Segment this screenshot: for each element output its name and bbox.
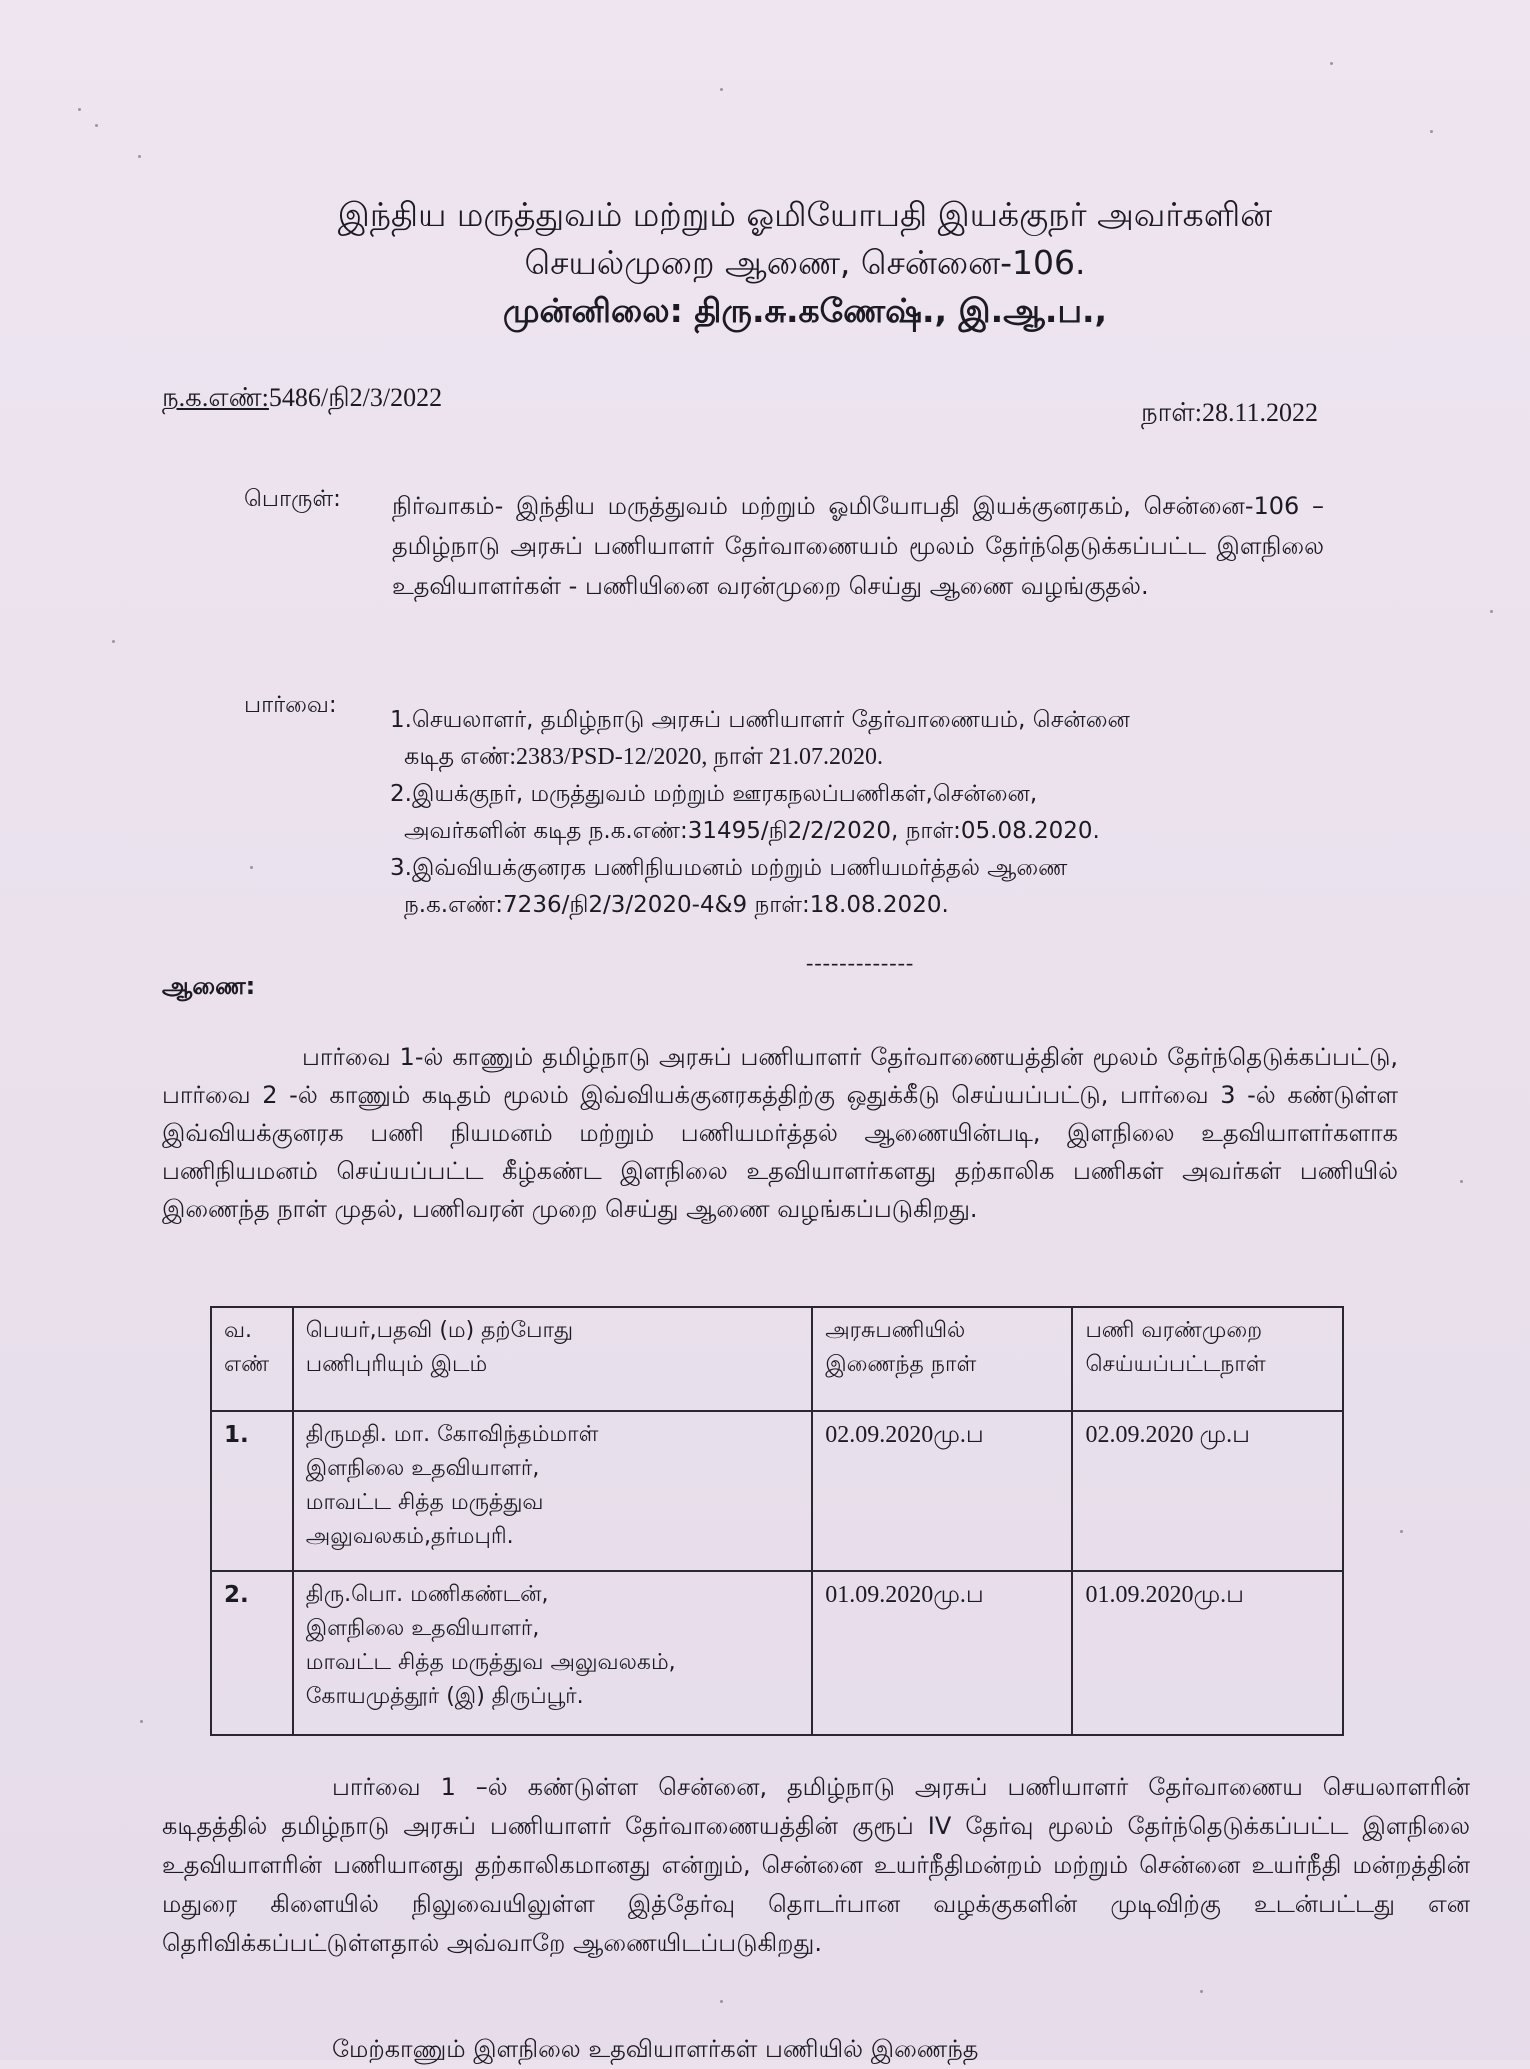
header-serial-line2: எண் [224,1352,270,1377]
reference-label: ந.க.எண்: [162,383,269,412]
order-paragraph-1: பார்வை 1-ல் காணும் தமிழ்நாடு அரசுப் பணியாளர் தேர்வாணையத்தின் மூலம் தேர்ந்தெடுக்கப்பட்டு, பார்வை 2 -ல் காணும் கடிதம் மூலம் இவ்வியக்குனரகத்திற்கு ஒதுக்கீடு செய்யப்பட்டு, பார்வை 3 -ல் கண்டுள்ள இவ்வியக்குனரக பணி நியமனம் மற்றும் பணியமர்த்தல் ஆணையின்படி, இளநிலை உதவியாளர்களாக பணிநியமனம் செய்யப்பட்ட கீழ்கண்ட இளநிலை உதவியாளர்களது தற்காலிக பணிகள் அவர்கள் பணியில் இணைந்த நாள் முதல், பணிவரன் முறை செய்து ஆணை வழங்கப்படுகிறது. [162,1043,1398,1223]
scan-speck [140,1720,143,1723]
row-employee-details [293,1411,812,1571]
subject-text: நிர்வாகம்- இந்திய மருத்துவம் மற்றும் ஓமியோபதி இயக்குனரகம், சென்னை-106 – தமிழ்நாடு அரசுப் பணியாளர் தேர்வாணையம் மூலம் தேர்ந்தெடுக்கப்பட்ட இளநிலை உதவியாளர்கள் - பணியினை வரன்முறை செய்து ஆணை வழங்குதல். [392,492,1324,600]
employee-office: மாவட்ட சித்த மருத்துவ அலுவலகம், [305,1650,676,1675]
scan-speck [720,2000,723,2003]
employee-designation: இளநிலை உதவியாளர், [305,1616,540,1641]
reference-3-line2: ந.க.எண்:7236/நி2/3/2020-4&9 நாள்:18.08.2020. [404,892,949,918]
reference-2-line1: 2.இயக்குநர், மருத்துவம் மற்றும் ஊரகநலப்பணிகள்,சென்னை, [390,781,1038,807]
scan-speck [1430,130,1433,133]
separator-line: ------------- [806,950,915,975]
reference-1-line2: கடித எண்:2383/PSD-12/2020, நாள் 21.07.2020. [404,744,883,770]
scan-speck [1490,610,1493,613]
subject-label: பொருள்: [244,486,341,512]
reference-1-line1: 1.செயலாளர், தமிழ்நாடு அரசுப் பணியாளர் தேர்வாணையம், சென்னை [390,707,1130,733]
header-regularized-line1: பணி வரண்முறை [1085,1318,1263,1343]
scan-speck [1200,1990,1203,1993]
order-paragraph-2: பார்வை 1 –ல் கண்டுள்ள சென்னை, தமிழ்நாடு அரசுப் பணியாளர் தேர்வாணைய செயலாளரின் கடிதத்தில் தமிழ்நாடு அரசுப் பணியாளர் தேர்வாணையத்தின் குரூப் IV தேர்வு மூலம் தேர்ந்தெடுக்கப்பட்ட இளநிலை உதவியாளரின் பணியானது தற்காலிகமானது என்றும், சென்னை உயர்நீதிமன்றம் மற்றும் சென்னை உயர்நீதி மன்றத்தின் மதுரை கிளையில் நிலுவையிலுள்ள இத்தேர்வு தொடர்பான வழக்குகளின் முடிவிற்கு உடன்பட்டது என தெரிவிக்கப்பட்டுள்ளதால் அவ்வாறே ஆணையிடப்படுகிறது. [162,1773,1470,1957]
references-label: பார்வை: [244,692,337,718]
employee-designation: இளநிலை உதவியாளர், [305,1456,540,1481]
header-joined-line2: இணைந்த நாள் [825,1352,977,1377]
employee-office: மாவட்ட சித்த மருத்துவ [305,1490,544,1515]
header-serial [211,1307,293,1411]
row-serial: 2. [211,1571,293,1735]
row-joined-date: 02.09.2020மு.ப [812,1411,1072,1571]
header-joined [812,1307,1072,1411]
header-serial-line1: வ. [224,1318,253,1343]
table-row [211,1411,1343,1571]
header-name [293,1307,812,1411]
row-employee-details [293,1571,812,1735]
employee-office-location: கோயமுத்தூர் (இ) திருப்பூர். [305,1684,584,1709]
row-regularized-date: 01.09.2020மு.ப [1072,1571,1343,1735]
employee-name: திரு.பொ. மணிகண்டன், [305,1582,549,1607]
references-list [390,702,1330,924]
reference-3-line1: 3.இவ்வியக்குனரக பணிநியமனம் மற்றும் பணியமர்த்தல் ஆணை [390,855,1068,881]
scan-speck [720,88,723,91]
scan-speck [250,866,253,869]
scan-speck [138,155,141,158]
header-name-line1: பெயர்,பதவி (ம) தற்போது [305,1318,574,1343]
header-regularized-line2: செய்யப்பட்டநாள் [1085,1352,1266,1377]
scan-speck [112,640,115,643]
order-label: ஆணை: [162,972,256,1000]
header-presiding-officer: முன்னிலை: திரு.சு.கணேஷ்., இ.ஆ.ப., [502,291,1108,330]
table-header-row [211,1307,1343,1411]
employee-office-location: அலுவலகம்,தர்மபுரி. [305,1524,514,1549]
header-regularized [1072,1307,1343,1411]
scan-speck [1400,1530,1403,1533]
order-date: நாள்:28.11.2022 [1141,398,1318,427]
order-paragraph-3: மேற்காணும் இளநிலை உதவியாளர்கள் பணியில் இணைந்த [332,2035,979,2063]
row-joined-date: 01.09.2020மு.ப [812,1571,1072,1735]
scan-speck [78,108,81,111]
row-serial: 1. [211,1411,293,1571]
header-title-line2: செயல்முறை ஆணை, சென்னை-106. [524,243,1086,282]
employee-table [210,1306,1344,1736]
reference-number [162,383,442,416]
scan-speck [95,124,98,127]
row-regularized-date: 02.09.2020 மு.ப [1072,1411,1343,1571]
scan-speck [1460,1180,1463,1183]
scan-speck [1330,62,1333,65]
header-name-line2: பணிபுரியும் இடம் [305,1352,488,1377]
reference-2-line2: அவர்களின் கடித ந.க.எண்:31495/நி2/2/2020, நாள்:05.08.2020. [404,818,1100,844]
employee-name: திருமதி. மா. கோவிந்தம்மாள் [305,1422,599,1447]
header-joined-line1: அரசுபணியில் [825,1318,966,1343]
header-title-line1: இந்திய மருத்துவம் மற்றும் ஓமியோபதி இயக்குநர் அவர்களின் [337,195,1273,234]
table-row [211,1571,1343,1735]
reference-value: 5486/நி2/3/2022 [268,383,443,412]
